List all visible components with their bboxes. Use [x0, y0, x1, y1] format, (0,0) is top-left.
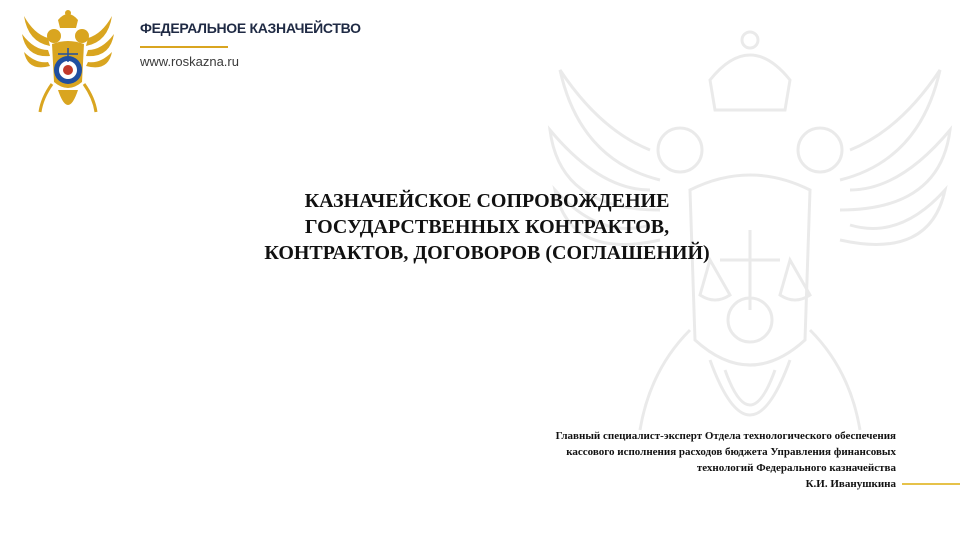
organization-url: www.roskazna.ru	[140, 54, 239, 69]
author-block	[420, 428, 896, 492]
author-position-line: Главный специалист-эксперт Отдела технологического обеспечения	[555, 430, 896, 442]
title-line: ГОСУДАРСТВЕННЫХ КОНТРАКТОВ,	[304, 216, 670, 238]
title-line: КАЗНАЧЕЙСКОЕ СОПРОВОЖДЕНИЕ	[304, 190, 670, 212]
footer-divider	[902, 483, 960, 485]
author-position-line: кассового исполнения расходов бюджета Управления финансовых	[566, 446, 896, 458]
title-line: КОНТРАКТОВ, ДОГОВОРОВ (СОГЛАШЕНИЙ)	[264, 242, 710, 264]
author-position-line: технологий Федерального казначейства	[696, 462, 896, 474]
organization-name: ФЕДЕРАЛЬНОЕ КАЗНАЧЕЙСТВО	[140, 20, 361, 36]
author-name: К.И. Иванушкина	[805, 478, 896, 490]
header-divider	[140, 46, 228, 48]
slide-title	[200, 188, 774, 266]
double-headed-eagle-emblem-icon	[22, 8, 114, 120]
